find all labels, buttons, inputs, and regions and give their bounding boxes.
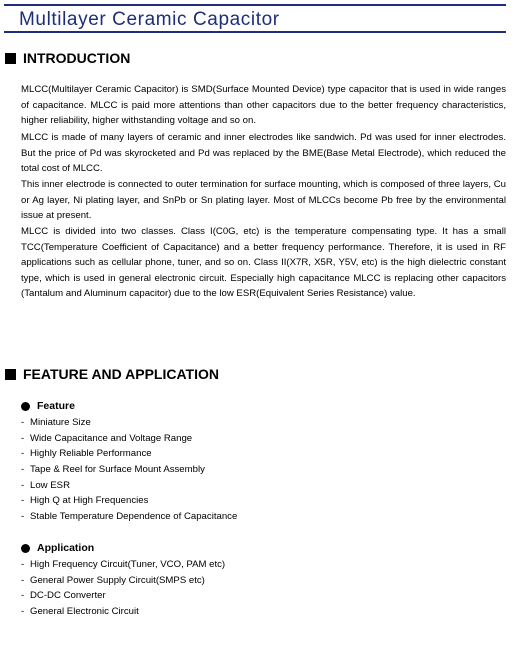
feature-list	[21, 415, 237, 525]
square-bullet-icon	[5, 369, 16, 380]
intro-paragraph-1: MLCC(Multilayer Ceramic Capacitor) is SMD(Surface Mounted Device) type capacitor that is used in wide ranges of capacitance. MLCC is paid more attentions than other capacitors due to the better frequency characteristics, higher reliability, higher withstanding voltage and so on.	[21, 84, 506, 127]
application-subheading	[21, 542, 94, 554]
list-item: - Miniature Size	[21, 417, 91, 428]
intro-paragraph-3: This inner electrode is connected to outer termination for surface mounting, which is composed of three layers, Cu or Ag layer, Ni plating layer, and SnPb or Sn plating layer. Most of MLCCs become Pb free by the environmental issue at present.	[21, 179, 506, 222]
introduction-heading	[5, 50, 130, 66]
title-bar	[4, 4, 506, 33]
application-subheading-text: Application	[37, 542, 95, 554]
feature-application-heading-text: FEATURE AND APPLICATION	[23, 366, 219, 382]
list-item: - Highly Reliable Performance	[21, 448, 152, 460]
feature-application-heading	[5, 366, 219, 382]
list-item: - Low ESR	[21, 479, 70, 491]
introduction-heading-text: INTRODUCTION	[23, 50, 131, 66]
intro-paragraph-4: MLCC is divided into two classes. Class I(C0G, etc) is the temperature compensating type. It has a small TCC(Temperature Coefficient of Capacitance) and a better frequency performance. Therefore, it is used in RF applications such as cellular phone, tuner, and so on. Class II(X7R, X5R, Y5V, etc) is the high dielectric constant type, which is used in general electronic circuit. Especially high capacitance MLCC is replacing other capacitors (Tantalum and Aluminum capacitor) due to the low ESR(Equivalent Series Resistance) value.	[21, 226, 506, 300]
feature-subheading	[21, 400, 75, 412]
list-item: - Tape & Reel for Surface Mount Assembly	[21, 464, 205, 476]
page-title: Multilayer Ceramic Capacitor	[19, 9, 280, 30]
feature-subheading-text: Feature	[37, 400, 75, 412]
circle-bullet-icon	[21, 544, 30, 553]
list-item: - General Power Supply Circuit(SMPS etc)	[21, 574, 205, 586]
list-item: - DC-DC Converter	[21, 590, 106, 602]
list-item: - High Frequency Circuit(Tuner, VCO, PAM etc)	[21, 559, 226, 570]
application-list	[21, 557, 225, 620]
square-bullet-icon	[5, 53, 16, 64]
list-item: - High Q at High Frequencies	[21, 495, 149, 507]
intro-paragraph-2: MLCC is made of many layers of ceramic and inner electrodes like sandwich. Pd was used for inner electrodes. But the price of Pd was skyrocketed and Pd was replaced by the BME(Base Metal Electrode), which reduced the total cost of MLCC.	[21, 132, 506, 175]
list-item: - General Electronic Circuit	[21, 606, 139, 618]
list-item: - Stable Temperature Dependence of Capacitance	[21, 511, 238, 523]
circle-bullet-icon	[21, 402, 30, 411]
list-item: - Wide Capacitance and Voltage Range	[21, 432, 193, 444]
